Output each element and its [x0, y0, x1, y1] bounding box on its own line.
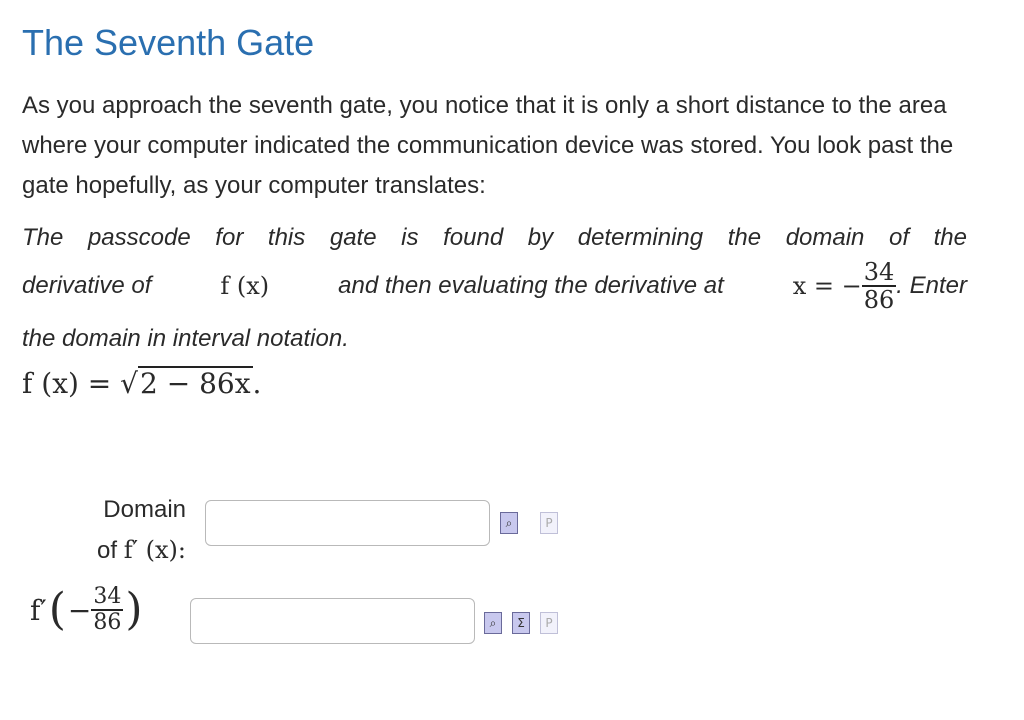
prompt-line-3: the domain in interval notation. [22, 325, 349, 352]
derivative-answer-label: f′ ( − $\frac{34}{86}$ ) [30, 584, 143, 635]
function-definition: f (x) = √2 − 86x. [22, 367, 262, 400]
prompt-line-2: derivative of f (x) and then evaluating the derivative at x = − $\frac{34}{86}$ . Enter [22, 258, 967, 314]
domain-answer-label: Domain of f′ (x): [97, 496, 186, 564]
radical-sign-icon: √ [120, 367, 139, 400]
preview-icon[interactable]: ⌕ [484, 612, 502, 634]
equation-editor-icon[interactable]: Σ [512, 612, 530, 634]
problem-prompt [22, 218, 967, 364]
help-icon[interactable]: P [540, 612, 558, 634]
domain-answer-input[interactable] [205, 500, 490, 546]
fraction-34-86: $\frac{34}{86}$ [863, 258, 895, 314]
preview-icon[interactable]: ⌕ [500, 512, 518, 534]
intro-text: As you approach the seventh gate, you notice that it is only a short distance to the area where your computer indicated the communication device was stored. You look past the gate hopefully, as your computer translates: [22, 92, 954, 199]
derivative-value-input[interactable] [190, 598, 475, 644]
square-root: √2 − 86x [120, 367, 251, 400]
help-icon[interactable]: P [540, 512, 558, 534]
prompt-line-1: The passcode for this gate is found by determining the domain of the [22, 224, 967, 251]
f-of-x-expression: f (x) [220, 272, 270, 300]
evaluation-point: x = − $\frac{34}{86}$ . Enter [792, 258, 967, 314]
page-title: The Seventh Gate [22, 22, 315, 63]
